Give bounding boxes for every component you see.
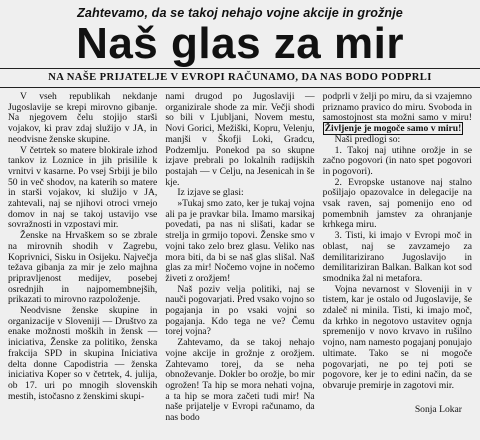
paragraph: Ženske na Hrvaškem so se zbrale na mirovnih shodih v Zagrebu, Koprivnici, Sisku in Osijeku. Največja težava gibanja za mir je zelo majhna pripravljenost medijev, posebej osrednjih in najpomembnejših, prikazati to mirovno razpoloženje.: [8, 230, 158, 306]
paragraph: Neodvisne ženske skupine in organizacije v Sloveniji — Društvo za enake možnosti moških in žensk — iniciativa, Ženske za politiko, ženska frakcija SPD in skupina Iniciativa delta donne Capodistria — ženska iniciativa Koper so v četrtek, 4. julija, ob 17. uri po mnogih slovenskih mestih, istočasno z ženskimi skupi-: [8, 305, 158, 402]
article-kicker: Zahtevamo, da se takoj nehajo vojne akcije in grožnje: [77, 6, 403, 20]
boxed-quote: Življenje je mogoče samo v miru!: [324, 123, 462, 135]
author-signature: Sonja Lokar: [414, 404, 462, 415]
column-1: [8, 92, 157, 402]
paragraph: V četrtek so matere blokirale izhod tankov iz Loznice in jih prisilile k vrnitvi v kasarne. Po vsej Srbiji je bilo 50 in več shodov, na katerih so matere in starši vojakov, ki služijo v JA, zahtevali, naj se njihovi otroci vrnejo domov in naj se takoj ustavijo vse sovražnosti in vzpostavi mir.: [8, 144, 158, 231]
paragraph: 3. Tisti, ki imajo v Evropi moč in oblast, naj se zavzamejo za demilitarizirano Jugoslavijo in demilitariziran Balkan. Balkan kot sod smodnika žal ni metafora.: [322, 230, 472, 284]
paragraph: 1. Takoj naj utihne orožje in se začno pogovori (in nato spet pogovori in pogovori).: [322, 144, 472, 177]
paragraph: »Tukaj smo zato, ker je tukaj vojna ali pa je pravkar bila. Imamo marsikaj povedati, pa nas ni slišati, kadar se strelja in grmijo topovi. Ženske smo v vojni tako zelo brez glasu. Veliko nas mora biti, da bi se naš glas slišal. Naš glas za mir! Nočemo vojne in nočemo živeti z orožjem!: [165, 198, 315, 284]
article-subhead: NA NAŠE PRIJATELJE V EVROPI RAČUNAMO, DA NAS BODO PODPRLI: [48, 72, 432, 83]
paragraph: Zahtevamo, da se takoj nehajo vojne akcije in grožnje z orožjem. Zahtevamo torej, da se neha obnoževanje. Dokler bo orožje, bo mir ogrožen! Ta hip se mora nehati vojna, a ta hip se mora začeti tudi mir! Na naše prijatelje v Evropi računamo, da nas bodo: [165, 337, 315, 424]
paragraph: 2. Evropske ustanove naj stalno pošiljajo opazovalce in delegacije na vsak raven, saj pomenijo eno od pomembnih jamstev za ohranjanje krhkega miru.: [322, 176, 472, 231]
divider: [0, 68, 480, 69]
paragraph-lead: podprli v želji po miru, da si vzajemno priznamo pravico do miru. Svoboda in samostojnost sta možni samo v miru!: [322, 91, 472, 124]
paragraph: V vseh republikah nekdanje Jugoslavije se krepi mirovno gibanje. Na njegovem čelu stojijo starši vojakov, ki prav zdaj služijo v JA, in neodvisne ženske skupine.: [8, 91, 158, 145]
column-3: [323, 92, 472, 402]
paragraph: Vojna nevarnost v Sloveniji in v tistem, kar je ostalo od Jugoslavije, še zdaleč ni minila. Tisti, ki imajo moč, da krhko in negotovo ustavitev ognja spremenijo v novo krvavo in rušilno vojno, nam namesto pogajanj ponujajo ultimate. Tako se ni mogoče pogovarjati, ne po tej poti se pogovore, ker je to edini način, da se obvaruje premirje in zagotovi mir.: [322, 283, 472, 391]
paragraph: Naš poziv velja politiki, naj se nauči pogovarjati. Pred vsako vojno so pogajanja in po vsaki vojni so pogajanja. Kdo tega ne ve? Čemu torej vojna?: [165, 283, 315, 338]
column-2: [165, 91, 315, 424]
article-headline: Naš glas za mir: [76, 19, 404, 68]
paragraph: Naši predlogi so:: [334, 133, 401, 145]
paragraph: Iz izjave se glasi:: [177, 187, 244, 199]
paragraph: [323, 92, 472, 135]
paragraph: nami drugod po Jugoslaviji — organizirale shode za mir. Večji shodi so bili v Ljubljani, Novem mestu, Novi Gorici, Mežiški, Kopru, Velenju, manjši v Škofji Loki, Gradcu, Podzemlju. Ponekod pa so skupne izjave prebrali po lokalnih radijskih postajah — v Celju, na Jesenicah in še kje.: [165, 91, 315, 188]
divider: [0, 87, 480, 88]
